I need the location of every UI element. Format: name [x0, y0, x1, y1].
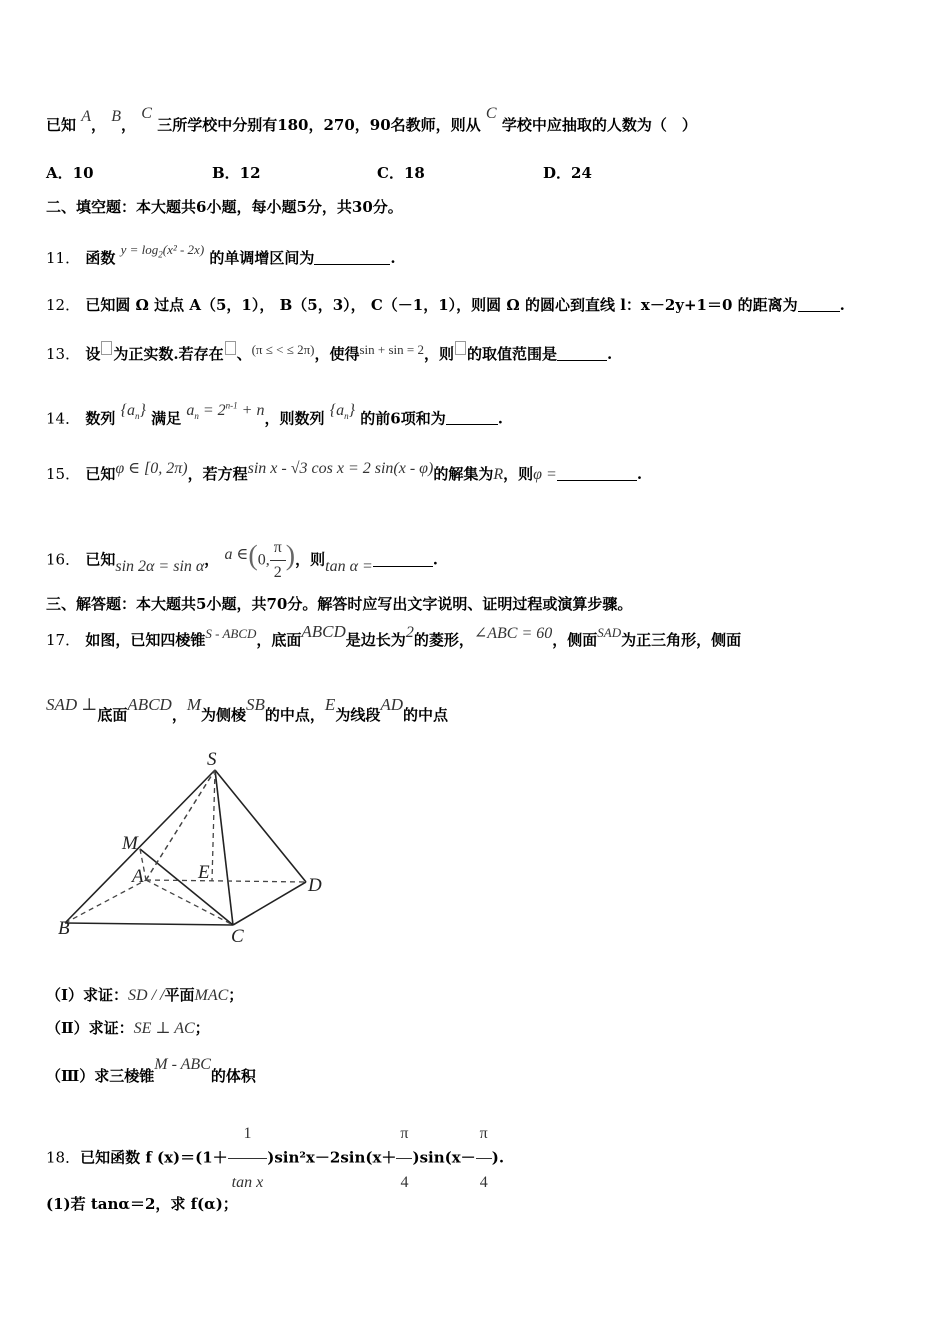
- q12-answer-blank[interactable]: [798, 297, 840, 312]
- q18-text-c: )sin(x－: [412, 1148, 476, 1167]
- edge-sb: [65, 770, 215, 923]
- edge-sd: [215, 770, 306, 882]
- q14-text-a: 数列: [85, 409, 116, 428]
- q17-l2-m8: E: [324, 695, 336, 714]
- q17-pyramid-figure: [52, 745, 342, 945]
- q14: 14． 数列 $\{a_n\}$ 满足 $a_n = 2^{n-1} + n$，则数列 $\{a_n\}$ 的前6项和为 .: [46, 401, 503, 428]
- q16-answer-blank[interactable]: [373, 552, 433, 567]
- q15-number: 15．: [46, 465, 81, 483]
- q11-formula: $y = \log_2(x^2 - 2x)$: [120, 242, 205, 260]
- q12-text: 已知圆 Ω 过点 A（5，1）， B（5，3）， C（－1，1），则圆 Ω 的圆心到直线 l：x－2y+1＝0 的距离为: [85, 296, 798, 314]
- q17-m1: S - ABCD: [205, 626, 257, 641]
- q15-text-b: ，若方程: [187, 465, 248, 483]
- q10-text-mid: 三所学校中分别有180，270，90名教师，则从: [157, 116, 481, 134]
- q14-number: 14．: [46, 409, 81, 428]
- q17-line-2: [46, 695, 449, 725]
- edge-sc: [215, 770, 233, 925]
- label-b: B: [58, 918, 70, 939]
- q10-text-pre: 已知: [46, 116, 77, 134]
- label-e: E: [198, 862, 210, 883]
- q17-line-1: [46, 622, 742, 651]
- q13-missing-glyph: [455, 341, 466, 355]
- q17-t6: 的菱形，: [413, 631, 474, 649]
- edge-cd: [233, 882, 306, 925]
- q15-text-d: ，则: [503, 465, 534, 483]
- q17-l2-t11: 的中点: [403, 706, 449, 724]
- q14-answer-blank[interactable]: [446, 410, 498, 425]
- label-a: A: [132, 866, 144, 887]
- q17-part-3: [46, 1056, 256, 1087]
- q16-paren-close: ): [285, 540, 296, 572]
- q17-l2-t1: 底面: [97, 706, 128, 724]
- q13-text-b: 为正实数.若存在: [113, 345, 224, 363]
- q17-l2-m2: ABCD: [127, 695, 172, 714]
- q13-number: 13．: [46, 345, 81, 363]
- label-m: M: [122, 833, 138, 854]
- edge-ad: [146, 880, 306, 882]
- q16-paren-open: (: [248, 540, 258, 572]
- q17-t0: 如图，已知四棱锥: [85, 631, 206, 649]
- q18-number: 18．: [46, 1148, 81, 1167]
- q10-text-post: 学校中应抽取的人数为（ ）: [501, 116, 697, 134]
- q18: [46, 1110, 504, 1207]
- q13-missing-glyph: [225, 341, 236, 355]
- q10-math-b: B: [111, 108, 122, 125]
- q17-m3: ABCD: [301, 622, 346, 641]
- q14-seq: $\{a_n\}$: [120, 402, 146, 422]
- q16-number: 16．: [46, 550, 81, 569]
- q15-condition: φ ∈ [0, 2π): [115, 460, 188, 477]
- q15-equation: sin x - √3 cos x = 2 sin(x - φ): [247, 460, 434, 477]
- q18-frac-1: $\frac{1}{\text{tan x}}$: [228, 1110, 268, 1207]
- q11-answer-blank[interactable]: [314, 250, 390, 265]
- q17-p3-m1: M - ABC: [154, 1056, 211, 1073]
- q13-answer-blank[interactable]: [557, 346, 607, 361]
- q17-p1-t4: ；: [228, 986, 244, 1004]
- q17-p3-t2: 的体积: [210, 1067, 256, 1085]
- q17-m7: ∠ABC = 60: [473, 625, 553, 642]
- q17-m5: 2: [405, 624, 414, 641]
- q17-p2-t2: ；: [194, 1019, 210, 1037]
- q15-answer-blank[interactable]: [557, 466, 637, 481]
- q16-text-a: 已知: [85, 550, 116, 569]
- q16-equation: sin 2α = sin α: [115, 557, 205, 575]
- q13: 13． 设 为正实数.若存在 、(π ≤ < ≤ 2π)，使得sin + sin = 2，则 的取值范围是 .: [46, 342, 613, 363]
- q15-math-r: R: [493, 466, 504, 483]
- q10-math-c: C: [141, 105, 152, 122]
- q16-cond-pre: a ∈: [224, 545, 249, 563]
- q17-l2-t3: ，: [171, 706, 187, 724]
- q10-math-a: A: [81, 108, 92, 125]
- q17-l2-m10: AD: [380, 695, 403, 714]
- q10-option-c: C．18: [377, 164, 425, 182]
- q17-l2-t7: 的中点，: [264, 706, 325, 724]
- q16-text-c: ，则: [295, 550, 326, 569]
- q17-t4: 是边长为: [345, 631, 406, 649]
- q12-number: 12．: [46, 296, 81, 314]
- q17-part-2: [46, 1018, 210, 1039]
- q17-m9: SAD: [597, 625, 622, 640]
- q16-tan: tan α =: [325, 557, 373, 575]
- q17-p3-t0: （Ⅲ）求三棱锥: [46, 1067, 155, 1085]
- q17-l2-m6: SB: [246, 695, 265, 714]
- q17-p1-t2: 平面: [164, 986, 195, 1004]
- q10-option-b: B．12: [212, 164, 261, 182]
- q13-text-a: 设: [85, 345, 101, 363]
- q14-text-b: 满足: [151, 409, 182, 428]
- q15-text-c: 的解集为: [433, 465, 494, 483]
- q16: 16． 已知sin 2α = sin α， a ∈(0, $\frac{\pi}{2}$ )，则tan α = .: [46, 536, 438, 585]
- q13-text-g: ，则: [424, 345, 455, 363]
- q10-stem: 已知 A， B， C 三所学校中分别有180，270，90名教师，则从 C 学校中应抽取的人数为（ ）: [46, 105, 697, 134]
- q17-l2-m4: M: [186, 695, 201, 714]
- q11-text-pre: 函数: [85, 249, 116, 267]
- q17-t8: ，侧面: [552, 631, 598, 649]
- edge-se: [212, 770, 215, 881]
- q12: 12． 已知圆 Ω 过点 A（5，1）， B（5，3）， C（－1，1），则圆 Ω 的圆心到直线 l：x－2y+1＝0 的距离为 .: [46, 296, 845, 314]
- q11-text-post: 的单调增区间为: [209, 249, 315, 267]
- q14-text-c: ，则数列: [264, 409, 325, 428]
- q17-p2-m1: SE ⊥ AC: [133, 1020, 195, 1037]
- edge-bc: [65, 923, 233, 925]
- section-3-heading: 三、解答题：本大题共5小题，共70分。解答时应写出文字说明、证明过程或演算步骤。: [46, 595, 633, 613]
- q11-number: 11．: [46, 249, 81, 267]
- q17-p1-t0: （Ⅰ）求证：: [46, 986, 129, 1004]
- section-2-heading: 二、填空题：本大题共6小题，每小题5分，共30分。: [46, 198, 403, 216]
- q14-formula: $a_n = 2^{n-1} + n$: [186, 401, 265, 422]
- q15: 15． 已知φ ∈ [0, 2π)，若方程sin x - √3 cos x = 2 sin(x - φ)的解集为R，则φ = .: [46, 460, 643, 483]
- q17-l2-m0: SAD ⊥: [46, 695, 98, 714]
- label-c: C: [231, 926, 244, 945]
- q17-t2: ，底面: [256, 631, 302, 649]
- q13-text-h: 的取值范围是: [467, 345, 558, 363]
- q14-seq-2: $\{a_n\}$: [329, 402, 356, 422]
- q15-phi: φ =: [533, 466, 557, 483]
- q10-option-a: A．10: [46, 164, 94, 182]
- q18-frac-2: $\frac{\pi}{4}$: [396, 1110, 412, 1207]
- q18-part-1: (1)若 tanα＝2，求 f(α)；: [46, 1195, 238, 1213]
- q13-text-e: ，使得: [314, 345, 360, 363]
- edge-mc: [140, 849, 233, 925]
- q16-text-b: ，: [204, 550, 220, 569]
- q17-part-1: [46, 985, 243, 1006]
- q17-t10: 为正三角形，侧面: [621, 631, 742, 649]
- label-d: D: [308, 875, 322, 896]
- q11: 11． 函数 $y = \log_2(x^2 - 2x)$ 的单调增区间为 .: [46, 242, 396, 267]
- q10-math-c2: C: [485, 105, 497, 122]
- q13-equation: sin + sin = 2: [359, 342, 425, 357]
- q18-frac-3: $\frac{\pi}{4}$: [476, 1110, 492, 1207]
- edge-ac: [146, 880, 233, 925]
- q17-l2-t5: 为侧棱: [201, 706, 247, 724]
- q18-text-d: ).: [491, 1148, 505, 1167]
- q13-text-c: 、: [236, 345, 252, 363]
- q17-number: 17．: [46, 631, 81, 649]
- q10-option-d: D．24: [543, 164, 592, 182]
- q15-text-a: 已知: [85, 465, 116, 483]
- q18-text-a: 已知函数 f (x)＝(1＋: [80, 1148, 228, 1167]
- q17-p1-m3: MAC: [194, 987, 229, 1004]
- q17-p2-t0: （Ⅱ）求证：: [46, 1019, 134, 1037]
- q18-text-b: )sin²x－2sin(x＋: [267, 1148, 397, 1167]
- q16-fraction: $\frac{\pi}{2}$: [270, 536, 286, 585]
- q17-l2-t9: 为线段: [335, 706, 381, 724]
- label-s: S: [207, 749, 217, 770]
- q14-text-d: 的前6项和为: [360, 409, 446, 428]
- q16-zero: 0,: [257, 551, 270, 569]
- q17-p1-m1: SD / /: [128, 987, 165, 1004]
- q13-missing-glyph: [101, 341, 112, 355]
- q13-interval: (π ≤ < ≤ 2π): [251, 342, 315, 357]
